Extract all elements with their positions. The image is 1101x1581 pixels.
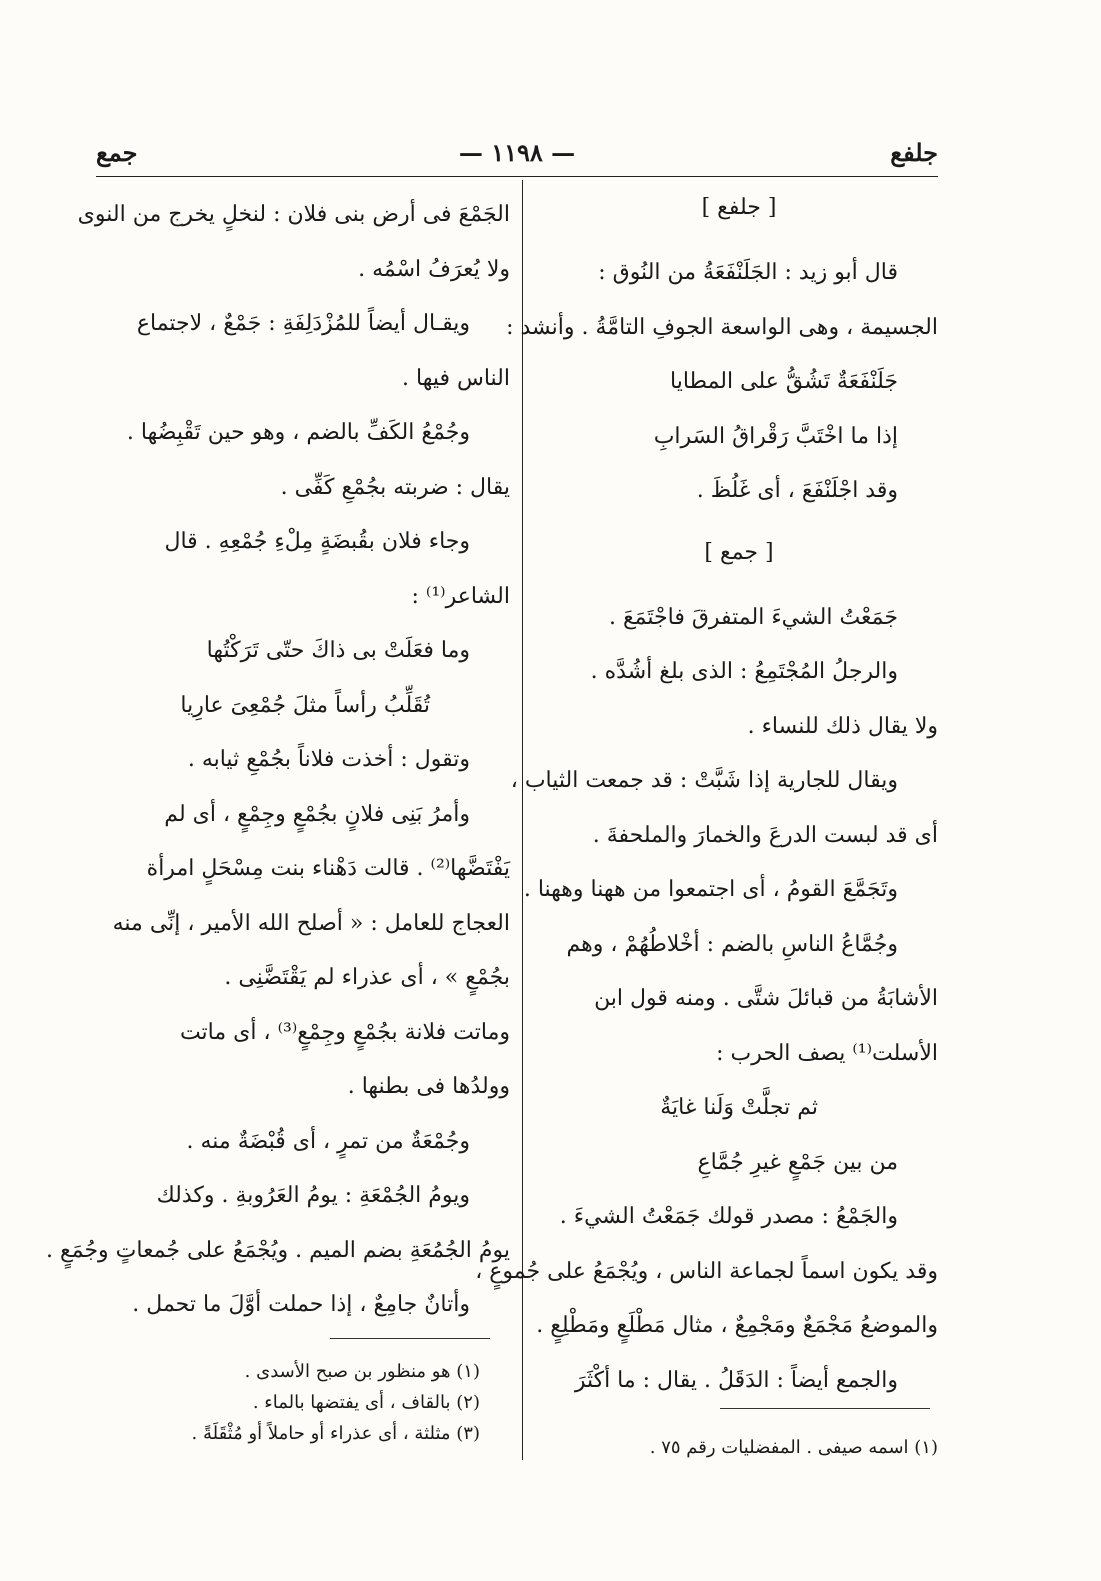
text-line: يَفْتَضَّها⁽²⁾ . قالت دَهْناء بنت مِسْحَلٍ امرأة: [146, 856, 510, 881]
text-line: ويقال للجارية إذا شَبَّتْ : قد جمعت الثياب ،: [510, 768, 898, 793]
text-line: قال أبو زيد : الجَلَنْفَعَةُ من النُوق :: [598, 260, 898, 285]
text-line: الجَمْعَ فى أرض بنى فلان : لنخلٍ يخرج من النوى: [77, 202, 510, 227]
verse-line: جَلَنْفَعَةٌ تَشُقُّ على المطايا: [670, 369, 898, 394]
text-line: وأمرُ بَنِى فلانٍ بجُمْعٍ وجِمْعٍ ، أى لم: [164, 801, 470, 827]
verse-line: إذا ما اخْتَبَّ رَقْراقُ السَرابِ: [653, 423, 898, 449]
footnotes-right: [560, 1432, 938, 1463]
header-left-keyword: جمع: [96, 138, 138, 167]
left-column: [46, 188, 510, 1333]
footnote: (٣) مثلثة ، أى عذراء أو حاملاً أو مُثْقَلَةً .: [191, 1423, 480, 1444]
verse-line: تُقَلِّبُ رأساً مثلَ جُمْعِىَ عارِيا: [180, 692, 430, 718]
entry-heading-jama: [ جمع ]: [704, 539, 774, 565]
text-line: والرجلُ المُجْتَمِعُ : الذى بلغ أشُدَّه .: [590, 659, 898, 684]
text-line: والجَمْعُ : مصدر قولك جَمَعْتُ الشيءَ .: [559, 1204, 898, 1229]
text-line: الأسلت⁽¹⁾ يصف الحرب :: [716, 1040, 938, 1066]
text-line: وولدُها فى بطنها .: [347, 1074, 510, 1099]
text-line: وجُمْعُ الكَفِّ بالضم ، وهو حين تَقْبِضُها .: [126, 420, 470, 445]
footnote: (٢) بالقاف ، أى يفتضها بالماء .: [252, 1392, 480, 1413]
text-line: الناس فيها .: [402, 365, 510, 391]
footnotes-left: [100, 1356, 480, 1449]
verse-line: وما فعَلَتْ بى ذاكَ حتّى تَرَكْتُها: [206, 638, 470, 663]
page-header: [96, 138, 938, 178]
header-right-keyword: جلفع: [890, 138, 938, 167]
footnote: (١) هو منظور بن صبح الأسدى .: [244, 1361, 480, 1382]
text-line: يومُ الجُمُعَةِ بضم الميم . ويُجْمَعُ على جُمعاتٍ وجُمَعٍ .: [46, 1237, 510, 1263]
text-line: أى قد لبست الدرعَ والخمارَ والملحفةَ .: [592, 822, 938, 848]
header-rule: [96, 176, 938, 177]
text-line: الشاعر⁽¹⁾ :: [411, 583, 510, 609]
text-line: وقد يكون اسماً لجماعة الناس ، ويُجْمَعُ على جُموعٍ ،: [475, 1258, 938, 1284]
text-line: وقد اجْلَنْفَعَ ، أى غَلُظَ .: [696, 478, 898, 503]
text-line: وجاء فلان بقُبضَةٍ مِلْءِ جُمْعِهِ . قال: [164, 529, 470, 554]
entry-heading-jalfa: [ جلفع ]: [701, 195, 777, 220]
verse-line: من بين جَمْعٍ غيرِ جُمَّاعِ: [697, 1149, 898, 1175]
text-line: والجمع أيضاً : الدَقَلُ . يقال : ما أكْثَرَ: [574, 1367, 898, 1393]
text-line: ولا يقال ذلك للنساء .: [747, 713, 938, 739]
text-line: ولا يُعرَفُ اسْمُه .: [358, 256, 510, 282]
text-line: والموضعُ مَجْمَعٌ ومَجْمِعٌ ، مثال مَطْلَعٍ ومَطْلِعٍ .: [536, 1313, 938, 1338]
footnote: (١) اسمه صيفى . المفضليات رقم ٧٥ .: [649, 1437, 938, 1458]
text-line: جَمَعْتُ الشيءَ المتفرقَ فاجْتَمَعَ .: [608, 604, 898, 630]
right-column: [475, 188, 938, 1408]
text-line: بجُمْعٍ » ، أى عذراء لم يَقْتَضَّنِى .: [224, 965, 510, 990]
footnote-rule-left: [330, 1338, 490, 1339]
text-line: وأتانٌ جامِعٌ ، إذا حملت أوَّلَ ما تحمل .: [132, 1292, 470, 1317]
verse-line: ثم تجلَّتْ وَلَنا غايَةٌ: [660, 1095, 818, 1120]
text-line: ويومُ الجُمْعَةِ : يومُ العَرُوبةِ . وكذلك: [156, 1183, 470, 1208]
text-line: يقال : ضربته بجُمْعِ كَفِّى .: [280, 474, 510, 500]
footnote-rule-right: [720, 1408, 930, 1409]
text-line: الجسيمة ، وهى الواسعة الجوفِ التامَّةُ . وأنشد :: [506, 314, 938, 340]
text-line: وتَجَمَّعَ القومُ ، أى اجتمعوا من ههنا وههنا .: [523, 877, 898, 902]
text-line: ويقـال أيضاً للمُزْدَلِفَةِ : جَمْعٌ ، لاجتماع: [136, 311, 470, 336]
text-line: العجاج للعامل : « أصلح الله الأمير ، إنِّى منه: [112, 910, 510, 936]
text-line: الأشابَةُ من قبائلَ شتَّى . ومنه قول ابن: [594, 986, 938, 1011]
text-line: وجُمْعَةٌ من تمرٍ ، أى قُبْضَةٌ منه .: [186, 1128, 470, 1154]
text-line: وماتت فلانة بجُمْعٍ وجِمْعٍ⁽³⁾ ، أى ماتت: [179, 1019, 510, 1045]
text-line: وتقول : أخذت فلاناً بجُمْعِ ثيابه .: [187, 747, 470, 772]
text-line: وجُمَّاعُ الناسِ بالضم : أخْلاطُهُمْ ، وهم: [566, 931, 898, 957]
page-number: — ١١٩٨ —: [458, 138, 576, 167]
